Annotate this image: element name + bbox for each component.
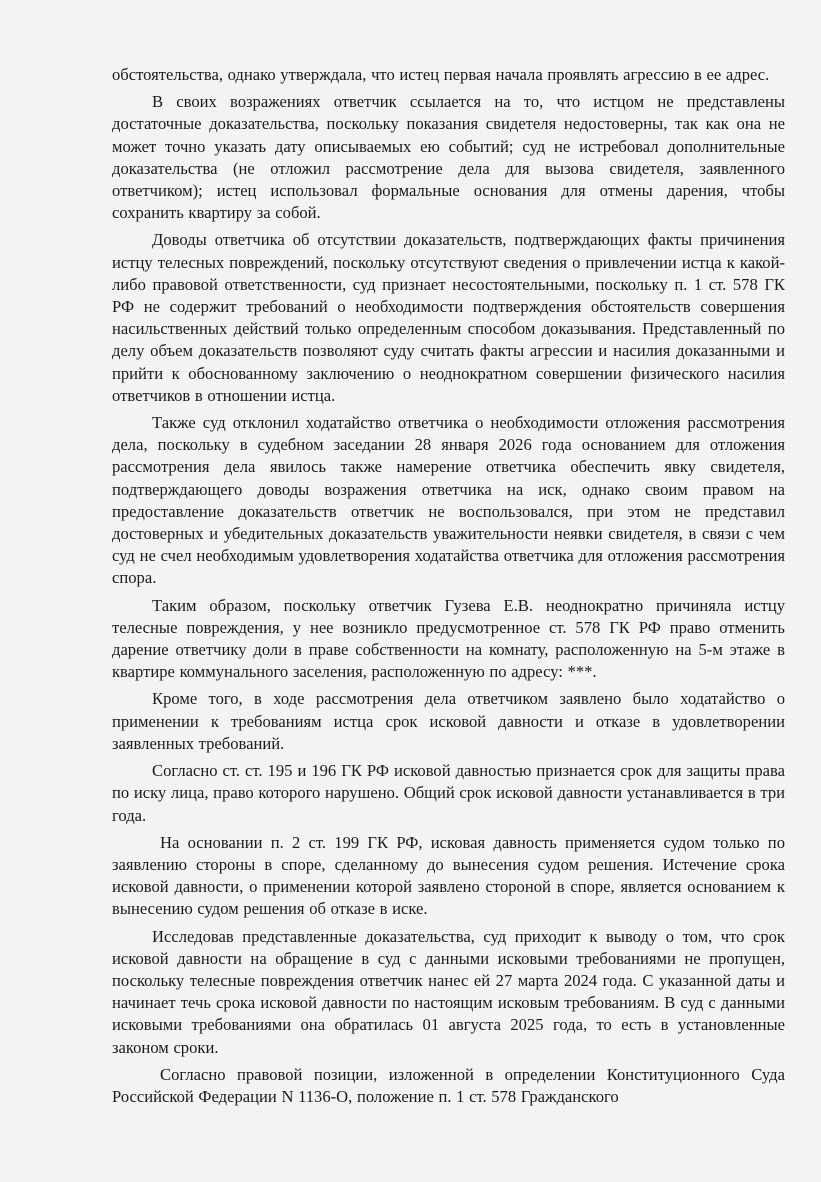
paragraph-evidence-arguments: Доводы ответчика об отсутствии доказательств, подтверждающих факты причинения истцу телесных повреждений, поскольку отсутствуют сведения о привлечении истца к какой-либо правовой ответственности, суд признает несостоятельными, поскольку п. 1 ст. 578 ГК РФ не содержит требований о необходимости подтверждения обстоятельств совершения насильственных действий только определенным способом доказывания. Представленный по делу объем доказательств позволяют суду считать факты агрессии и насилия доказанными и прийти к обоснованному заключению о неоднократном совершении физического насилия ответчиков в отношении истца. bbox=[112, 230, 785, 405]
document-body bbox=[112, 64, 785, 1113]
paragraph-conclusion-right: Таким образом, поскольку ответчик Гузева Е.В. неоднократно причиняла истцу телесные повреждения, у нее возникло предусмотренное ст. 578 ГК РФ право отменить дарение ответчику доли в праве собственности на комнату, расположенную на 5-м этаже в квартире коммунального заселения, расположенную по адресу: ***. bbox=[112, 595, 785, 682]
paragraph-limitation-not-missed: Исследовав представленные доказательства, суд приходит к выводу о том, что срок исковой давности на обращение в суд с данными исковыми требованиями не пропущен, поскольку телесные повреждения ответчик нанес ей 27 марта 2024 года. С указанной даты и начинает течь срока исковой давности по настоящим исковым требованиям. В суд с данными исковыми требованиями она обратилась 01 августа 2025 года, то есть в установленные законом сроки. bbox=[112, 926, 785, 1057]
paragraph-defendant-objections: В своих возражениях ответчик ссылается на то, что истцом не представлены достаточные доказательства, поскольку показания свидетеля недостоверны, так как она не может точно указать дату описываемых ею событий; суд не истребовал дополнительные доказательства (не отложил рассмотрение дела для вызова свидетеля, заявленного ответчиком); истец использовал формальные основания для отмены дарения, чтобы сохранить квартиру за собой. bbox=[112, 92, 785, 223]
paragraph-continuation: обстоятельства, однако утверждала, что истец первая начала проявлять агрессию в ее адрес. bbox=[112, 65, 770, 84]
paragraph-limitation-motion: Кроме того, в ходе рассмотрения дела ответчиком заявлено было ходатайство о применении к требованиям истца срок исковой давности и отказе в удовлетворении заявленных требований. bbox=[112, 689, 785, 753]
paragraph-constitutional-court: Согласно правовой позиции, изложенной в определении Конституционного Суда Российской Федерации N 1136-О, положение п. 1 ст. 578 Гражданского bbox=[112, 1064, 785, 1106]
paragraph-motion-rejected: Также суд отклонил ходатайство ответчика о необходимости отложения рассмотрения дела, поскольку в судебном заседании 28 января 2026 года основанием для отложения рассмотрения дела явилось также намерение ответчика обеспечить явку свидетеля, подтверждающего доводы возражения ответчика на иск, однако своим правом на предоставление доказательств ответчик не воспользовался, при этом не представил достоверных и убедительных доказательств уважительности неявки свидетеля, в связи с чем суд не счел необходимым удовлетворения ходатайства ответчика для отложения рассмотрения спора. bbox=[112, 413, 785, 588]
paragraph-limitation-application: На основании п. 2 ст. 199 ГК РФ, исковая давность применяется судом только по заявлению стороны в споре, сделанному до вынесения судом решения. Истечение срока исковой давности, о применении которой заявлено стороной в споре, является основанием к вынесению судом решения об отказе в иске. bbox=[112, 832, 785, 919]
paragraph-limitation-articles: Согласно ст. ст. 195 и 196 ГК РФ исковой давностью признается срок для защиты права по иску лица, право которого нарушено. Общий срок исковой давности устанавливается в три года. bbox=[112, 761, 785, 825]
